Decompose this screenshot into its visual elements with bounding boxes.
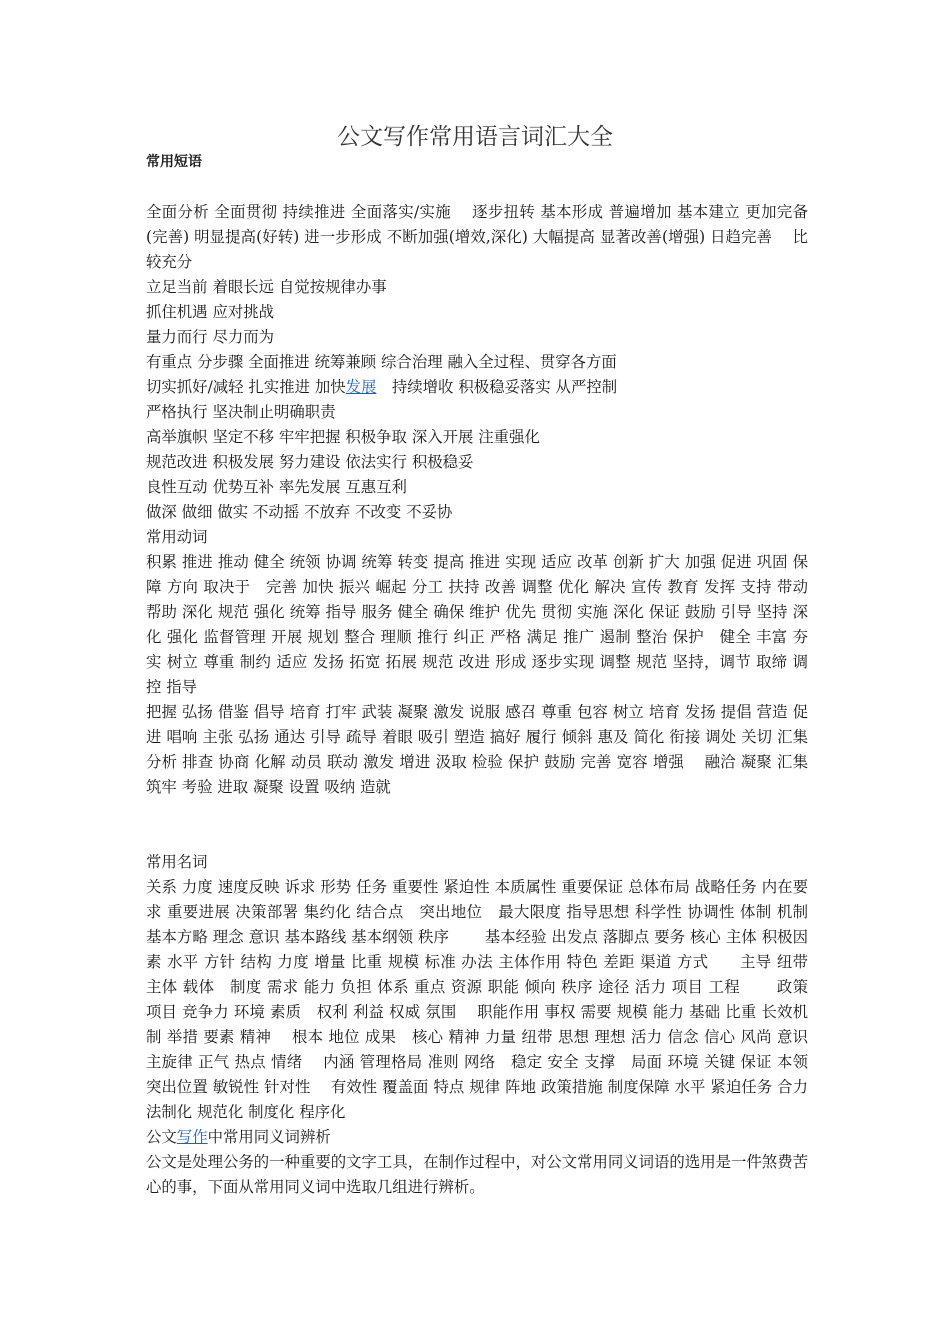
spacer: [146, 800, 808, 850]
phrase-line: 良性互动 优势互补 率先发展 互惠互利: [146, 478, 407, 496]
verbs-paragraph: 把握 弘扬 借鉴 倡导 培育 打牢 武装 凝聚 激发 说服 感召 尊重 包容 树立 培育 发扬 提倡 营造 促进 唱响 主张 弘扬 通达 引导 疏导 着眼 吸引 塑造 搞好 履行 倾斜 惠及 简化 衔接 调处 关切 汇集 分析 排查 协商 化解 动员 联动 激发 增进 汲取 检验 保护 鼓励 完善 宽容 增强 融洽 凝聚 汇集 筑牢 考验 进取 凝聚 设置 吸纳 造就: [146, 703, 808, 796]
section-heading-nouns: 常用名词: [146, 853, 208, 871]
phrase-line-with-link: [146, 375, 808, 400]
writing-link[interactable]: 写作: [176, 1128, 208, 1146]
verbs-paragraph: 积累 推进 推动 健全 统领 协调 统筹 转变 提高 推进 实现 适应 改革 创新 扩大 加强 促进 巩固 保障 方向 取决于 完善 加快 振兴 崛起 分工 扶持 改善 调整 优化 解决 宣传 教育 发挥 支持 带动 帮助 深化 规范 强化 统筹 指导 服务 健全 确保 维护 优先 贯彻 实施 深化 保证 鼓励 引导 坚持 深化 强化 监督管理 开展 规划 整合 理顺 推行 纠正 严格 满足 推广 遏制 整治 保护 健全 丰富 夯实 树立 尊重 制约 适应 发扬 拓宽 拓展 规范 改进 形成 逐步实现 调整 规范 坚持，调节 取缔 调控 指导: [146, 553, 808, 696]
phrase-line: 全面分析 全面贯彻 持续推进 全面落实/实施 逐步扭转 基本形成 普遍增加 基本建立 更加完备(完善) 明显提高(好转) 进一步形成 不断加强(增效,深化) 大幅提高 显著改善(增强) 日趋完善 比较充分: [146, 203, 808, 271]
phrase-line: 立足当前 着眼长远 自觉按规律办事: [146, 278, 387, 296]
phrase-line: 量力而行 尽力而为: [146, 328, 275, 346]
section-heading-phrases: 常用短语: [146, 154, 202, 170]
development-link[interactable]: 发展: [345, 378, 377, 396]
phrase-line: 严格执行 坚决制止明确职责: [146, 403, 336, 421]
synonyms-paragraph: 公文是处理公务的一种重要的文字工具，在制作过程中，对公文常用同义词语的选用是一件煞费苦心的事，下面从常用同义词中选取几组进行辨析。: [146, 1153, 808, 1196]
heading-text: 中常用同义词辨析: [207, 1128, 331, 1146]
phrase-text: 持续增收 积极稳妥落实 从严控制: [376, 378, 618, 396]
nouns-paragraph: 关系 力度 速度反映 诉求 形势 任务 重要性 紧迫性 本质属性 重要保证 总体布局 战略任务 内在要求 重要进展 决策部署 集约化 结合点 突出地位 最大限度 指导思想 科学性 协调性 体制 机制 基本方略 理念 意识 基本路线 基本纲领 秩序 基本经验 出发点 落脚点 要务 核心 主体 积极因素 水平 方针 结构 力度 增量 比重 规模 标准 办法 主体作用 特色 差距 渠道 方式 主导 纽带 主体 载体 制度 需求 能力 负担 体系 重点 资源 职能 倾向 秩序 途径 活力 项目 工程 政策 项目 竞争力 环境 素质 权利 利益 权威 氛围 职能作用 事权 需要 规模 能力 基础 比重 长效机制 举措 要素 精神 根本 地位 成果 核心 精神 力量 纽带 思想 理想 活力 信念 信心 风尚 意识 主旋律 正气 热点 情绪 内涵 管理格局 准则 网络 稳定 安全 支撑 局面 环境 关键 保证 本领 突出位置 敏锐性 针对性 有效性 覆盖面 特点 规律 阵地 政策措施 制度保障 水平 紧迫任务 合力 法制化 规范化 制度化 程序化: [146, 878, 808, 1121]
phrase-text: 切实抓好/减轻 扎实推进 加快: [146, 378, 346, 396]
phrase-line: 高举旗帜 坚定不移 牢牢把握 积极争取 深入开展 注重强化: [146, 428, 540, 446]
heading-text: 公文: [146, 1128, 177, 1146]
document-body: [146, 150, 808, 1200]
phrase-line: 规范改进 积极发展 努力建设 依法实行 积极稳妥: [146, 453, 474, 471]
section-heading-synonyms: [146, 1125, 808, 1150]
document-title: 公文写作常用语言词汇大全: [337, 124, 613, 150]
spacer: [146, 175, 808, 200]
phrase-line: 做深 做细 做实 不动摇 不放弃 不改变 不妥协: [146, 503, 453, 521]
phrase-line: 抓住机遇 应对挑战: [146, 303, 275, 321]
section-heading-verbs: 常用动词: [146, 528, 208, 546]
phrase-line: 有重点 分步骤 全面推进 统筹兼顾 综合治理 融入全过程、贯穿各方面: [146, 353, 617, 371]
